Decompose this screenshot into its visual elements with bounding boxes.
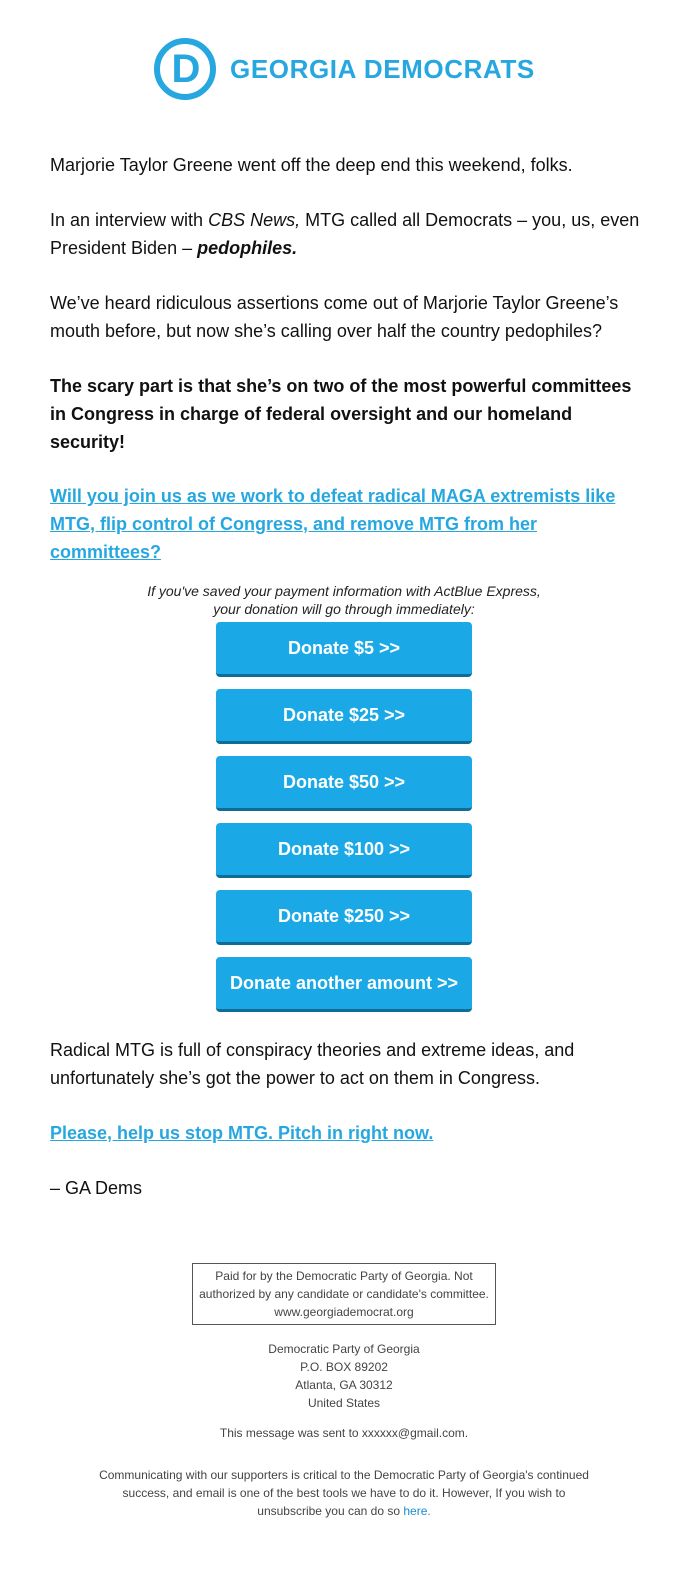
- emphasis-word: pedophiles.: [197, 238, 298, 258]
- logo-mark-letter: D: [171, 47, 201, 91]
- news-outlet: CBS News,: [208, 210, 301, 230]
- address-line: Atlanta, GA 30312: [295, 1378, 393, 1392]
- join-us-link[interactable]: Will you join us as we work to defeat radical MAGA extremists like MTG, flip control of Congress, and remove MTG from her committees?: [50, 486, 616, 562]
- assertions-paragraph: We’ve heard ridiculous assertions come out of Marjorie Taylor Greene’s mouth before, but now she’s calling over half the country pedophiles?: [50, 293, 619, 341]
- recipient-email: xxxxxx@gmail.com.: [361, 1426, 469, 1440]
- address-line: Democratic Party of Georgia: [268, 1342, 420, 1356]
- address-line: United States: [307, 1396, 381, 1410]
- sent-to-notice: [100, 1424, 588, 1442]
- committees-paragraph: The scary part is that she’s on two of the most powerful committees in Congress in charge of federal oversight and our homeland security!: [50, 376, 632, 452]
- donate-other-amount-button[interactable]: Donate another amount >>: [216, 957, 472, 1012]
- pitch-in-paragraph: [50, 1119, 650, 1147]
- mailing-address: [194, 1340, 494, 1412]
- conspiracy-paragraph: Radical MTG is full of conspiracy theories and extreme ideas, and unfortunately she’s got the power to act on them in Congress.: [50, 1040, 575, 1088]
- actblue-note-line2: your donation will go through immediately:: [213, 601, 475, 617]
- unsubscribe-notice: [94, 1466, 594, 1520]
- unsubscribe-link[interactable]: here.: [403, 1504, 431, 1518]
- interview-paragraph: [50, 206, 650, 262]
- actblue-note: [100, 582, 588, 618]
- intro-paragraph: Marjorie Taylor Greene went off the deep end this weekend, folks.: [50, 155, 573, 175]
- interview-text-a: In an interview with: [50, 210, 209, 230]
- address-line: P.O. BOX 89202: [300, 1360, 388, 1374]
- democrats-d-icon: [154, 38, 216, 100]
- donate-50-button[interactable]: Donate $50 >>: [216, 756, 472, 811]
- signoff: – GA Dems: [50, 1178, 143, 1198]
- georgia-democrats-logo[interactable]: [154, 36, 554, 102]
- interview-text-b: MTG called all Democrats – you, us, even President Biden –: [50, 210, 640, 258]
- logo-wordmark: GEORGIA DEMOCRATS: [230, 53, 535, 84]
- pitch-in-link[interactable]: Please, help us stop MTG. Pitch in right now.: [50, 1123, 434, 1143]
- unsubscribe-text: Communicating with our supporters is critical to the Democratic Party of Georgia's continued success, and email is one of the best tools we have to do it. However, If you wish to unsubscribe you can do so: [99, 1468, 589, 1518]
- donate-25-button[interactable]: Donate $25 >>: [216, 689, 472, 744]
- paid-for-disclaimer: Paid for by the Democratic Party of Georgia. Not authorized by any candidate or candidate's committee. www.georgiademocrat.org: [192, 1263, 496, 1325]
- donate-250-button[interactable]: Donate $250 >>: [216, 890, 472, 945]
- cta-paragraph: [50, 482, 650, 566]
- sent-to-prefix: This message was sent to: [219, 1426, 362, 1440]
- actblue-note-line1: If you've saved your payment information with ActBlue Express,: [147, 583, 541, 599]
- donate-100-button[interactable]: Donate $100 >>: [216, 823, 472, 878]
- donate-5-button[interactable]: Donate $5 >>: [216, 622, 472, 677]
